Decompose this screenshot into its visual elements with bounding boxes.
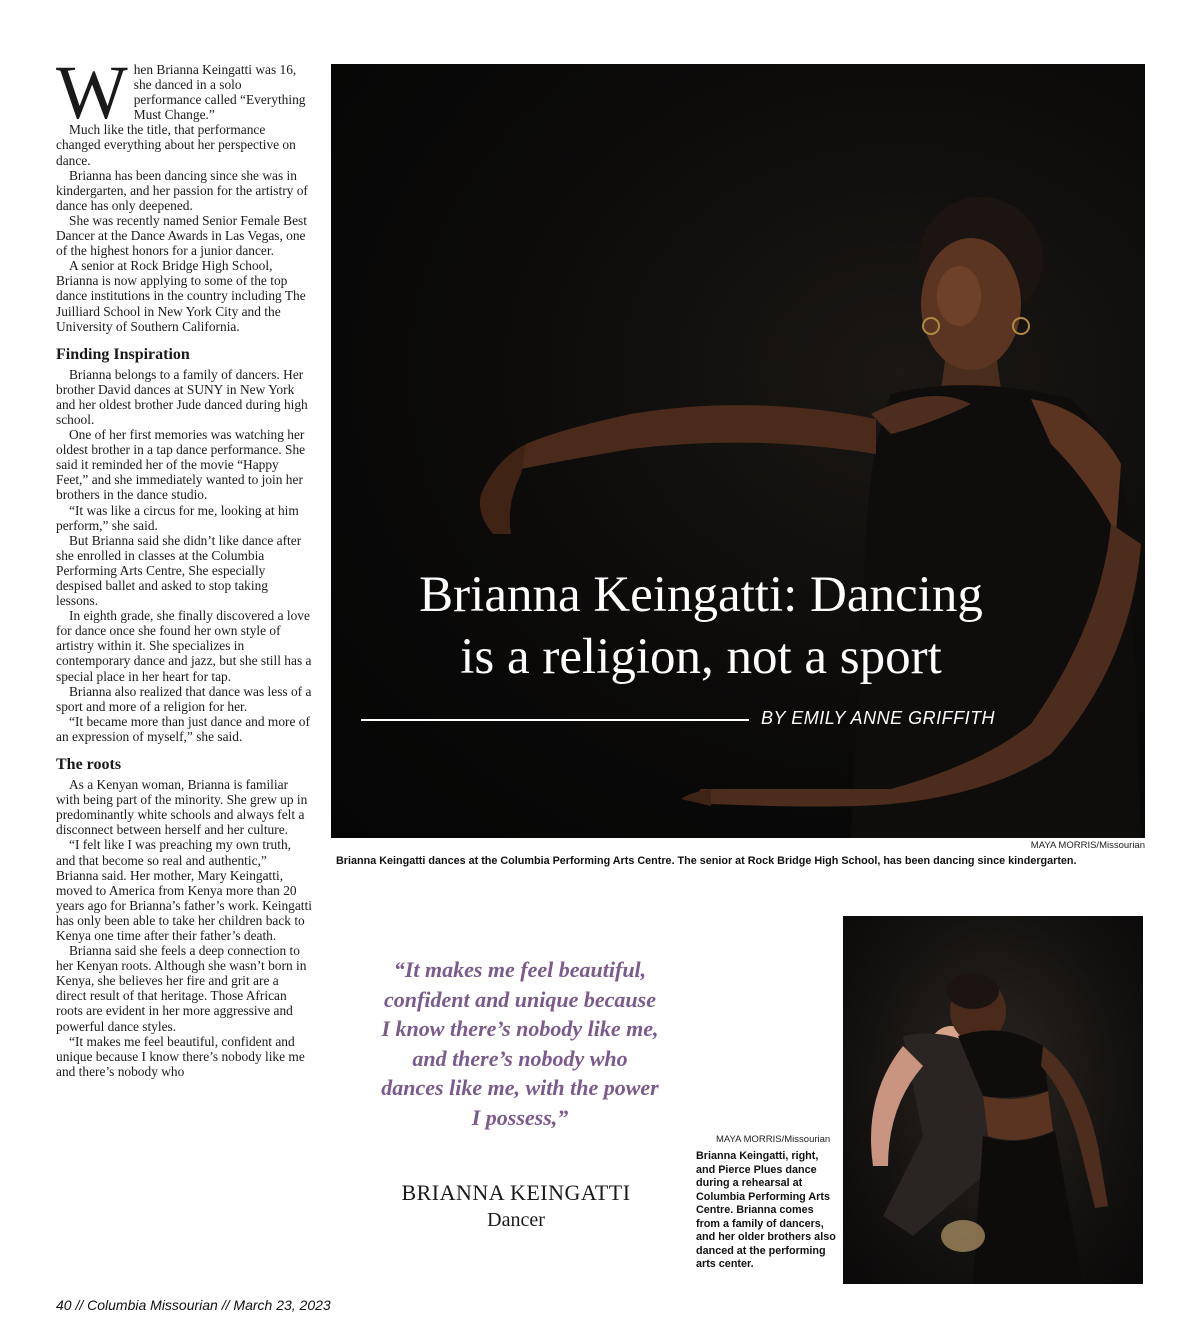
section-heading-finding-inspiration: Finding Inspiration bbox=[56, 345, 190, 363]
main-photo-caption: Brianna Keingatti dances at the Columbia Performing Arts Centre. The senior at Rock Bridge High School, has been dancing since kindergarten. bbox=[336, 855, 1077, 867]
pull-quote: “It makes me feel beautiful, confident and unique because I know there’s nobody like me, and there’s nobody who dances like me, with the power I possess,” bbox=[381, 957, 659, 1130]
rehearsal-dancers-illustration bbox=[843, 916, 1143, 1284]
article-body bbox=[56, 51, 312, 1079]
byline: BY EMILY ANNE GRIFFITH bbox=[761, 708, 996, 728]
section-paragraph: As a Kenyan woman, Brianna is familiar with being part of the minority. She grew up in predominantly white schools and always felt a disconnect between herself and her culture. bbox=[56, 777, 308, 838]
intro-paragraph: Brianna has been dancing since she was in kindergarten, and her passion for the artistry of dance has only deepened. bbox=[56, 167, 308, 213]
section-paragraph: Brianna belongs to a family of dancers. Her brother David dances at SUNY in New York and her oldest brother Jude danced during high school. bbox=[56, 366, 308, 427]
main-photo-credit: MAYA MORRIS/Missourian bbox=[1030, 840, 1145, 851]
section-paragraph: “It was like a circus for me, looking at him perform,” she said. bbox=[56, 502, 299, 533]
pull-quote-attribution-name: BRIANNA KEINGATTI bbox=[401, 1180, 631, 1205]
section-paragraph: In eighth grade, she finally discovered a love for dance once she found her own style of artistry within it. She specializes in contemporary dance and jazz, but she still has a special place in her heart for tap. bbox=[56, 608, 312, 684]
pull-quote-attribution-role: Dancer bbox=[487, 1209, 545, 1231]
headline bbox=[331, 564, 1071, 688]
headline-line-1: Brianna Keingatti: Dancing bbox=[419, 567, 983, 623]
drop-cap: W bbox=[56, 51, 128, 135]
intro-paragraph: A senior at Rock Bridge High School, Brianna is now applying to some of the top dance institutions in the country including The Juilliard School in New York City and the University of Southern California. bbox=[56, 258, 306, 334]
section-paragraph: Brianna also realized that dance was less of a sport and more of a religion for her. bbox=[56, 683, 312, 714]
byline-divider bbox=[361, 719, 749, 721]
section-paragraph: “It became more than just dance and more of an expression of myself,” she said. bbox=[56, 713, 310, 744]
second-photo-credit: MAYA MORRIS/Missourian bbox=[716, 1134, 831, 1145]
second-photo-caption: Brianna Keingatti, right, and Pierce Plues dance during a rehearsal at Columbia Performing Arts Centre. Brianna comes from a family of dancers, and her older brothers also danced at the performing arts center. bbox=[696, 1150, 836, 1270]
intro-paragraph: She was recently named Senior Female Best Dancer at the Dance Awards in Las Vegas, one of the highest honors for a junior dancer. bbox=[56, 212, 307, 259]
section-paragraph: “It makes me feel beautiful, confident and unique because I know there’s nobody like me and there’s nobody who bbox=[56, 1033, 305, 1079]
dancer-silhouette-illustration bbox=[331, 64, 1145, 838]
section-paragraph: One of her first memories was watching her oldest brother in a tap dance performance. She said it reminded her of the movie “Happy Feet,” and she immediately wanted to join her brothers in the dance studio. bbox=[56, 427, 306, 503]
section-heading-the-roots: The roots bbox=[56, 756, 122, 774]
headline-line-2: is a religion, not a sport bbox=[460, 629, 942, 685]
section-paragraph: Brianna said she feels a deep connection to her Kenyan roots. Although she wasn’t born in Kenya, she believes her fire and grit are a direct result of that heritage. Those African roots are evident in her more aggressive and powerful dance styles. bbox=[56, 943, 307, 1034]
section-paragraph: But Brianna said she didn’t like dance after she enrolled in classes at the Columbia Performing Arts Centre, She especially despised ballet and asked to stop taking lessons. bbox=[56, 532, 302, 609]
section-paragraph: “I felt like I was preaching my own truth, and that become so real and authentic,” Brianna said. Her mother, Mary Keingatti, moved to America from Kenya more than 20 years ago for Brianna’s father’s work. Keingatti has only been able to take her children back to Kenya one time after their father’s death. bbox=[56, 837, 312, 943]
intro-paragraph: When Brianna Keingatti was 16, she danced in a solo performance called “Everything Must Change.” bbox=[56, 51, 306, 135]
page-footer: 40 // Columbia Missourian // March 23, 2023 bbox=[56, 1297, 331, 1313]
main-dancer-photo bbox=[331, 64, 1145, 838]
rehearsal-photo bbox=[843, 916, 1143, 1284]
intro-paragraph: Much like the title, that performance changed everything about her perspective on dance. bbox=[56, 122, 296, 168]
